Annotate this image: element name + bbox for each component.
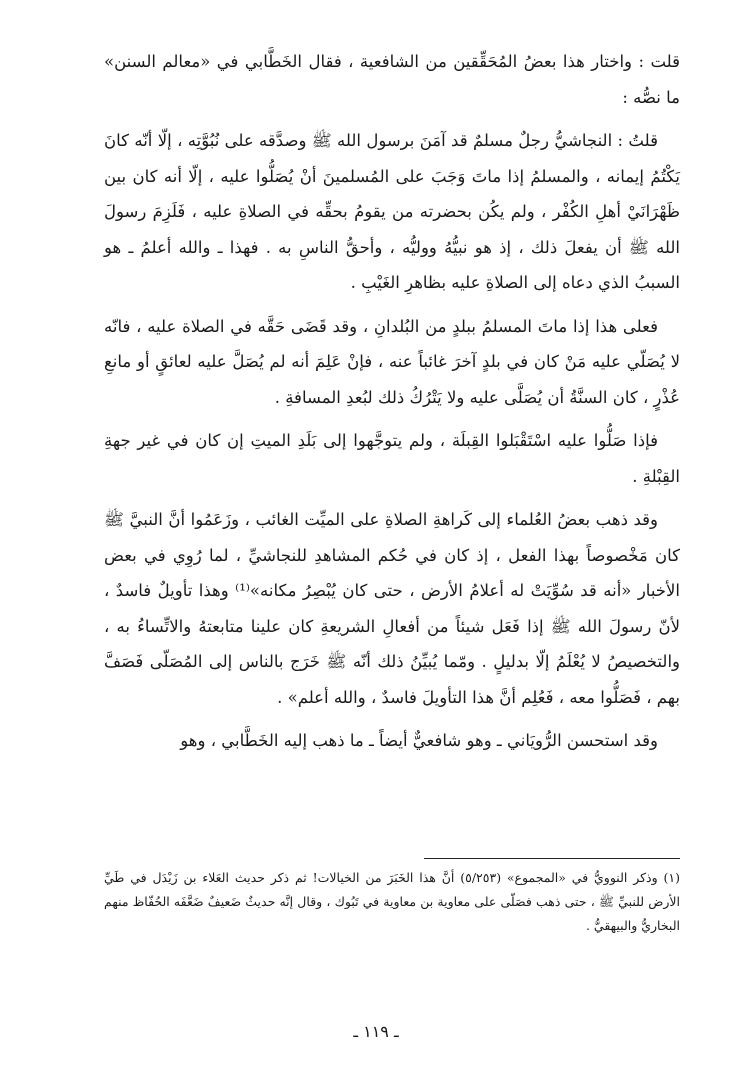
page-body	[104, 44, 680, 759]
footnotes	[104, 866, 680, 938]
footnote-divider	[424, 858, 680, 859]
paragraph-najashi: قلتُ : النجاشيُّ رجلٌ مسلمٌ قد آمَنَ برسول الله ﷺ وصدَّقه على نُبُوَّتِه ، إلّا أنّه كانَ يَكْتُمُ إيمانه ، والمسلمُ إذا ماتَ وَجَبَ على المُسلمينَ أنْ يُصَلُّوا عليه ، إلّا أنه كان بين ظَهْرَانَيْ أهلِ الكُفْر ، ولم يكُن بحضرته من يقومُ بحقِّه في الصلاةِ عليه ، فَلَزِمَ رسولَ الله ﷺ أن يفعلَ ذلك ، إذ هو نبيُّهُ ووليُّه ، وأحقُّ الناسِ به . فهذا ـ والله أعلمُ ـ هو السببُ الذي دعاه إلى الصلاةِ عليه بظاهرِ الغَيْبِ .	[104, 131, 680, 292]
page-number: ـ ١١٩ ـ	[353, 1022, 399, 1041]
footnote-1: (١) وذكر النوويُّ في «المجموع» (٥/٢٥٣) أنَّ هذا الخَبَرَ من الخيالات! ثم ذكر حديث العَلاء بن زَيْدَل في طَيِّ الأرض للنبيِّ ﷺ ، حتى ذهب فصَلّى على معاوية بن معاوية في تَبُوك ، وقال إنَّه حديثٌ ضَعيفٌ ضَعَّفَه الحُفّاظ منهم البخاريُّ والبيهقيُّ .	[104, 870, 680, 933]
paragraph-ruling: فعلى هذا إذا ماتَ المسلمُ ببلدٍ من البُلدانِ ، وقد قَضَى حَقَّه في الصلاة عليه ، فانّه لا يُصَلّي عليه مَنْ كان في بلدٍ آخرَ غائباً عنه ، فإنْ عَلِمَ أنه لم يُصَلَّ عليه لعائقٍ أو مانعِ عُذْرٍ ، كان السنَّةُ أن يُصَلَّى عليه ولا يَتْرُكُ ذلك لبُعدِ المسافةِ .	[104, 316, 680, 407]
paragraph-qibla: فإذا صَلُّوا عليه اسْتَقْبَلوا القِبلَة ، ولم يتوجَّهوا إلى بَلَدِ الميتِ إن كان في غير جهةِ القِبْلةِ .	[104, 431, 680, 486]
paragraph-ruyani: وقد استحسن الرُّويَاني ـ وهو شافعيٌّ أيضاً ـ ما ذهب إليه الخَطَّابي ، وهو	[180, 731, 658, 750]
paragraph-scholars: وقد ذهب بعضُ العُلماء إلى كَراهةِ الصلاةِ على الميِّت الغائب ، وزَعَمُوا أنَّ النبيَّ ﷺ كان مَخْصوصاً بهذا الفعل ، إذ كان في حُكم المشاهدِ للنجاشيِّ ، لما رُوِي في بعض الأخبار «أنه قد سُوِّيَتْ له أعلامُ الأرض ، حتى كان يُبْصِرُ مكانه»⁽¹⁾ وهذا تأويلٌ فاسدٌ ، لأنّ رسولَ الله ﷺ إذا فَعَل شيئاً من أفعالِ الشريعةِ كان علينا متابعتهُ والاتِّساءُ به ، والتخصيصُ لا يُعْلَمُ إلّا بدليلٍ . ومّما يُبيِّنُ ذلك أنّه ﷺ خَرَج بالناس إلى المُصَلّى فَصَفَّ بهم ، فَصَلُّوا معه ، فَعُلِم أنَّ هذا التأويلَ فاسدٌ ، والله أعلم» .	[104, 510, 681, 707]
paragraph-intro: قلت : واختار هذا بعضُ المُحَقِّقين من الشافعية ، فقال الخَطَّابي في «معالم السنن» ما نصُّه :	[104, 52, 680, 107]
